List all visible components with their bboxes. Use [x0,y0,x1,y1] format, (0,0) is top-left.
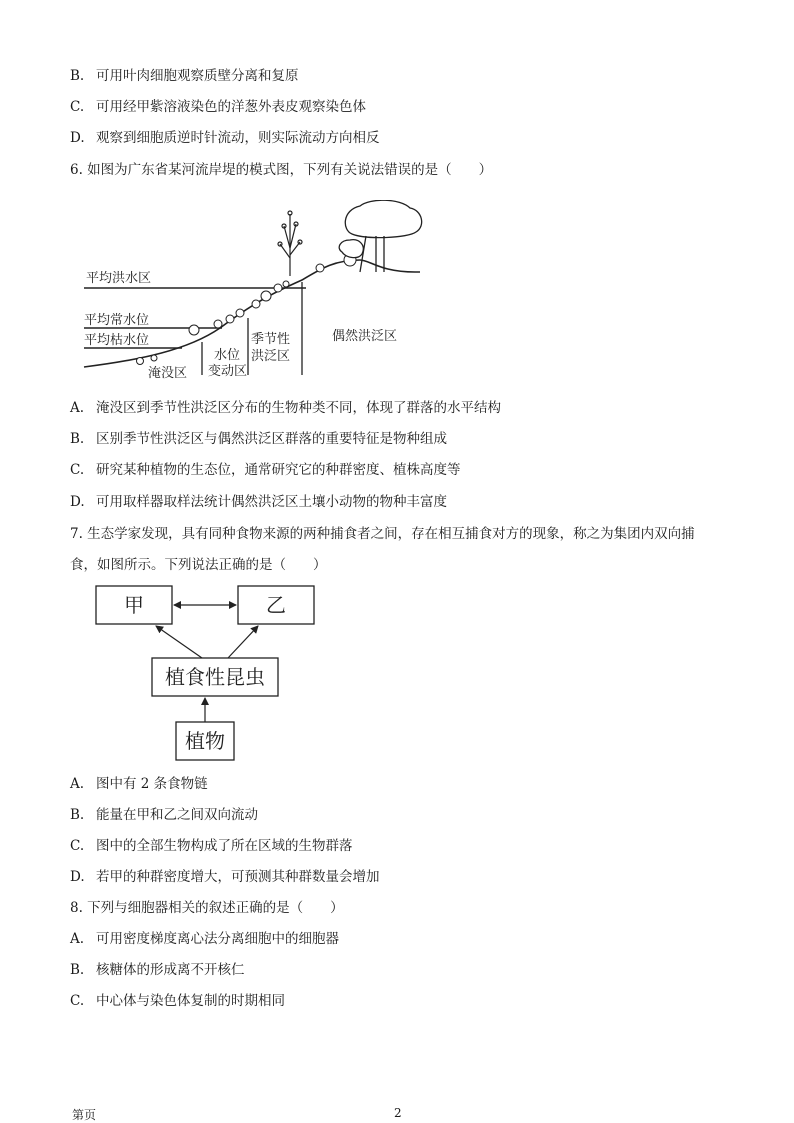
label-jia: 甲 [124,593,144,617]
option-text: 淹没区到季节性洪泛区分布的生物种类不同，体现了群落的水平结构 [96,400,501,416]
option-label: A. [70,400,85,416]
q7-option-d [70,867,380,887]
q7-option-b [70,805,258,825]
q6-option-c [70,460,461,480]
label-level-1: 水位 [214,348,241,363]
option-text: 中心体与染色体复制的时期相同 [96,993,285,1009]
option-label: C. [70,838,85,854]
q6-option-d [70,492,447,512]
option-text: 能量在甲和乙之间双向流动 [96,807,258,823]
q6-option-b [70,429,447,449]
q6-stem: 6. 如图为广东省某河流岸堤的模式图，下列有关说法错误的是（ ） [70,162,493,178]
option-text: 可用经甲紫溶液染色的洋葱外表皮观察染色体 [96,99,366,115]
option-label: C. [70,993,85,1009]
option-label: B. [70,431,85,447]
q7-option-c [70,836,353,856]
option-label: A. [70,776,85,792]
label-flood: 平均洪水区 [86,271,152,286]
q5-option-d [70,128,380,148]
option-text: 图中有 2 条食物链 [96,776,208,792]
option-label: C. [70,99,85,115]
arrow-insect-to-yi [228,626,258,658]
option-text: 图中的全部生物构成了所在区域的生物群落 [96,838,353,854]
q7-option-a [70,774,208,794]
option-text: 可用密度梯度离心法分离细胞中的细胞器 [96,931,339,947]
option-text: 核糖体的形成离不开核仁 [96,962,245,978]
label-season-2: 洪泛区 [251,349,291,364]
label-plant: 植物 [185,729,225,753]
label-level-2: 变动区 [208,364,248,379]
label-submerged: 淹没区 [148,366,188,381]
label-season-1: 季节性 [251,332,291,347]
option-label: A. [70,931,85,947]
option-text: 若甲的种群密度增大，可预测其种群数量会增加 [96,869,380,885]
q7-stem-line2: 食，如图所示。下列说法正确的是（ ） [70,557,327,573]
q8-option-c [70,991,285,1011]
footer-page-label: 第页 [72,1108,97,1122]
q5-option-b [70,66,299,86]
option-text: 研究某种植物的生态位，通常研究它的种群密度、植株高度等 [96,462,461,478]
q7-stem-line1: 7. 生态学家发现，具有同种食物来源的两种捕食者之间，存在相互捕食对方的现象，称之为集团内双向捕 [70,526,695,542]
q6-option-a [70,398,501,418]
label-occasional: 偶然洪泛区 [332,329,398,344]
food-web-diagram [90,582,330,772]
q8-stem: 8. 下列与细胞器相关的叙述正确的是（ ） [70,900,344,916]
option-text: 区别季节性洪泛区与偶然洪泛区群落的重要特征是物种组成 [96,431,447,447]
label-yi: 乙 [266,593,286,617]
option-text: 可用取样器取样法统计偶然洪泛区土壤小动物的物种丰富度 [96,494,447,510]
option-label: D. [70,494,85,510]
option-label: C. [70,462,85,478]
option-text: 可用叶肉细胞观察质壁分离和复原 [96,68,299,84]
q8-option-b [70,960,245,980]
option-label: B. [70,68,85,84]
q8-option-a [70,929,339,949]
option-label: B. [70,807,85,823]
riverbank-diagram [70,200,430,382]
q5-option-c [70,97,366,117]
tree-icon [278,211,302,276]
label-insect: 植食性昆虫 [165,665,265,689]
label-dry: 平均枯水位 [84,333,150,348]
option-label: D. [70,130,85,146]
option-text: 观察到细胞质逆时针流动，则实际流动方向相反 [96,130,380,146]
footer-page-number: 2 [394,1106,402,1120]
arrow-insect-to-jia [156,626,202,658]
option-label: D. [70,869,85,885]
option-label: B. [70,962,85,978]
label-normal: 平均常水位 [84,313,150,328]
